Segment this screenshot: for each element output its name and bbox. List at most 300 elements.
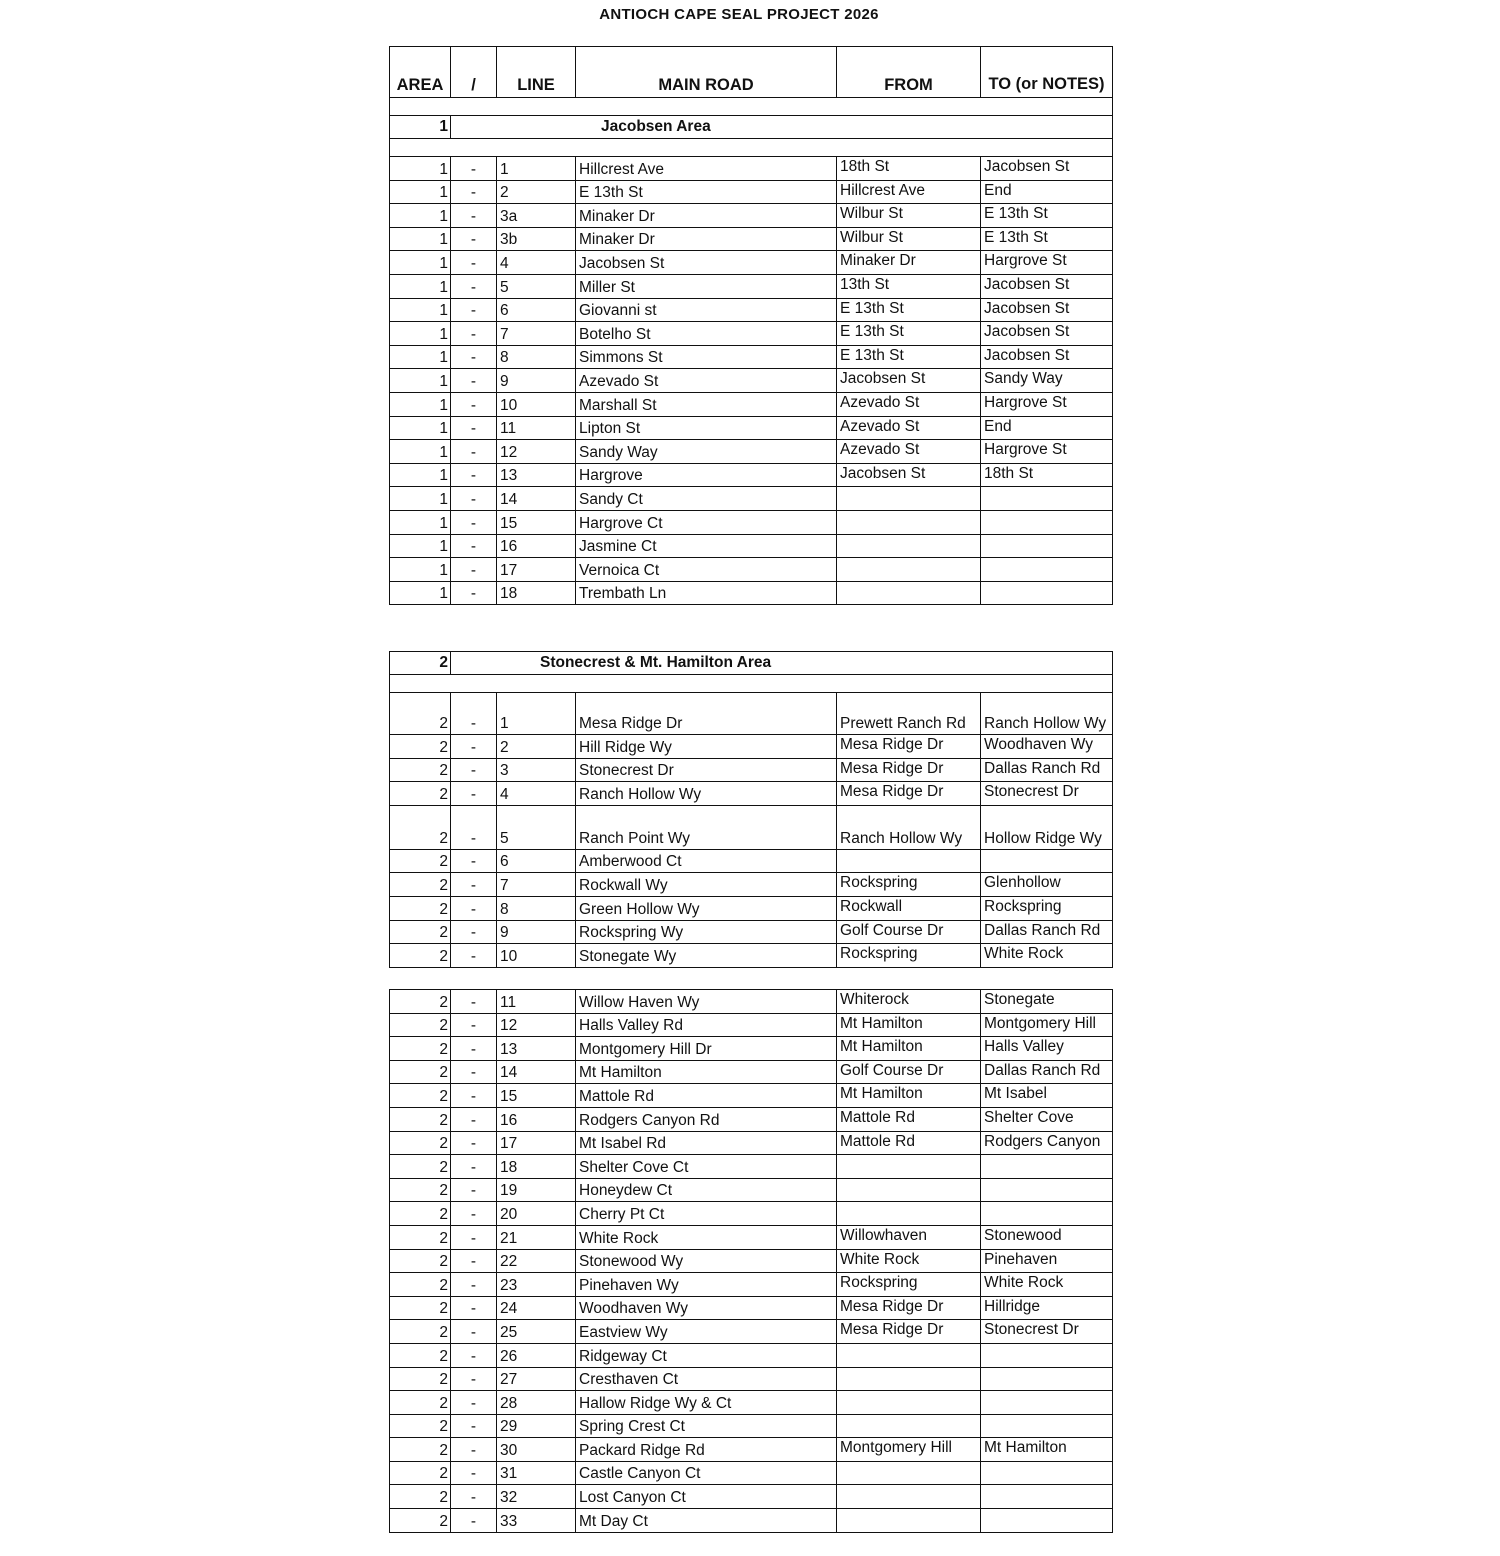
separator-cell: - (451, 1485, 497, 1509)
table-row (390, 1391, 1113, 1415)
table-row (390, 1107, 1113, 1131)
main-road-cell: Halls Valley Rd (576, 1013, 837, 1037)
table-row (390, 735, 1113, 759)
to-cell (981, 534, 1113, 558)
main-road-cell: Sandy Ct (576, 487, 837, 511)
separator-cell: - (451, 1131, 497, 1155)
main-road-cell: Hillcrest Ave (576, 157, 837, 181)
to-cell: Jacobsen St (981, 157, 1113, 181)
area-cell: 1 (390, 440, 451, 464)
from-cell: Azevado St (837, 416, 981, 440)
section-number: 1 (390, 116, 451, 139)
separator-cell: - (451, 322, 497, 346)
from-cell: Ranch Hollow Wy (837, 805, 981, 849)
header-main-road: MAIN ROAD (576, 47, 837, 98)
separator-cell: - (451, 805, 497, 849)
from-cell (837, 1391, 981, 1415)
table-row (390, 1249, 1113, 1273)
from-cell: Hillcrest Ave (837, 180, 981, 204)
area-cell: 1 (390, 274, 451, 298)
to-cell: Halls Valley (981, 1037, 1113, 1061)
main-road-cell: Mt Hamilton (576, 1060, 837, 1084)
separator-cell: - (451, 1414, 497, 1438)
table-row (390, 322, 1113, 346)
main-road-cell: White Rock (576, 1225, 837, 1249)
to-cell: Ranch Hollow Wy (981, 693, 1113, 735)
main-road-cell: Stonecrest Dr (576, 758, 837, 782)
line-cell: 3a (497, 204, 576, 228)
to-cell: Glenhollow (981, 873, 1113, 897)
main-road-cell: Stonewood Wy (576, 1249, 837, 1273)
table-row (390, 1225, 1113, 1249)
line-cell: 20 (497, 1202, 576, 1226)
line-cell: 32 (497, 1485, 576, 1509)
from-cell: Rockwall (837, 896, 981, 920)
area-cell: 2 (390, 1391, 451, 1415)
area-cell: 2 (390, 1320, 451, 1344)
from-cell (837, 1343, 981, 1367)
separator-cell: - (451, 944, 497, 968)
main-road-cell: Hargrove (576, 463, 837, 487)
main-road-cell: Miller St (576, 274, 837, 298)
area-cell: 2 (390, 1461, 451, 1485)
table-row (390, 487, 1113, 511)
to-cell: Mt Hamilton (981, 1438, 1113, 1462)
area-cell: 2 (390, 896, 451, 920)
area-cell: 2 (390, 990, 451, 1014)
section-title: Jacobsen Area (451, 116, 1113, 139)
area-cell: 2 (390, 1225, 451, 1249)
to-cell: Mt Isabel (981, 1084, 1113, 1108)
to-cell: Jacobsen St (981, 345, 1113, 369)
to-cell: Dallas Ranch Rd (981, 1060, 1113, 1084)
line-cell: 8 (497, 896, 576, 920)
area-cell: 2 (390, 693, 451, 735)
section-title: Stonecrest & Mt. Hamilton Area (451, 652, 1113, 675)
area-cell: 1 (390, 298, 451, 322)
separator-cell: - (451, 920, 497, 944)
line-cell: 26 (497, 1343, 576, 1367)
line-cell: 1 (497, 157, 576, 181)
separator-cell: - (451, 735, 497, 759)
main-road-cell: Woodhaven Wy (576, 1296, 837, 1320)
separator-cell: - (451, 510, 497, 534)
separator-cell: - (451, 1249, 497, 1273)
main-road-cell: Azevado St (576, 369, 837, 393)
from-cell (837, 1414, 981, 1438)
separator-cell: - (451, 157, 497, 181)
main-road-cell: Mt Day Ct (576, 1509, 837, 1533)
table-row (390, 1060, 1113, 1084)
table-row (390, 920, 1113, 944)
to-cell: Stonewood (981, 1225, 1113, 1249)
separator-cell: - (451, 1225, 497, 1249)
table-row (390, 345, 1113, 369)
area-1-table (389, 46, 1113, 605)
table-row (390, 440, 1113, 464)
line-cell: 27 (497, 1367, 576, 1391)
to-cell: Shelter Cove (981, 1107, 1113, 1131)
main-road-cell: Mattole Rd (576, 1084, 837, 1108)
main-road-cell: Jasmine Ct (576, 534, 837, 558)
to-cell: Hargrove St (981, 440, 1113, 464)
from-cell (837, 558, 981, 582)
main-road-cell: Cresthaven Ct (576, 1367, 837, 1391)
main-road-cell: Packard Ridge Rd (576, 1438, 837, 1462)
main-road-cell: Hallow Ridge Wy & Ct (576, 1391, 837, 1415)
from-cell: Azevado St (837, 440, 981, 464)
main-road-cell: Lipton St (576, 416, 837, 440)
line-cell: 3 (497, 758, 576, 782)
from-cell: E 13th St (837, 345, 981, 369)
header-to: TO (or NOTES) (981, 47, 1113, 98)
to-cell (981, 487, 1113, 511)
area-cell: 1 (390, 463, 451, 487)
to-cell (981, 581, 1113, 605)
separator-cell: - (451, 1155, 497, 1179)
area-cell: 2 (390, 1131, 451, 1155)
line-cell: 18 (497, 1155, 576, 1179)
to-cell: E 13th St (981, 204, 1113, 228)
from-cell: Mattole Rd (837, 1107, 981, 1131)
area-cell: 2 (390, 1155, 451, 1179)
table-row (390, 416, 1113, 440)
line-cell: 31 (497, 1461, 576, 1485)
main-road-cell: Honeydew Ct (576, 1178, 837, 1202)
main-road-cell: Hill Ridge Wy (576, 735, 837, 759)
separator-cell: - (451, 990, 497, 1014)
main-road-cell: Willow Haven Wy (576, 990, 837, 1014)
spacer (390, 139, 1113, 157)
line-cell: 14 (497, 487, 576, 511)
area-cell: 2 (390, 944, 451, 968)
separator-cell: - (451, 1343, 497, 1367)
to-cell: Hollow Ridge Wy (981, 805, 1113, 849)
main-road-cell: Pinehaven Wy (576, 1273, 837, 1297)
spacer (390, 98, 1113, 116)
from-cell: Mt Hamilton (837, 1037, 981, 1061)
to-cell: Jacobsen St (981, 322, 1113, 346)
main-road-cell: Rockspring Wy (576, 920, 837, 944)
separator-cell: - (451, 204, 497, 228)
from-cell (837, 1367, 981, 1391)
from-cell (837, 1485, 981, 1509)
area-cell: 1 (390, 510, 451, 534)
to-cell (981, 1461, 1113, 1485)
line-cell: 10 (497, 944, 576, 968)
area-cell: 2 (390, 1013, 451, 1037)
separator-cell: - (451, 534, 497, 558)
line-cell: 23 (497, 1273, 576, 1297)
to-cell: End (981, 180, 1113, 204)
from-cell: Prewett Ranch Rd (837, 693, 981, 735)
separator-cell: - (451, 1037, 497, 1061)
from-cell: Willowhaven (837, 1225, 981, 1249)
area-cell: 1 (390, 227, 451, 251)
table-row (390, 1155, 1113, 1179)
separator-cell: - (451, 758, 497, 782)
to-cell: White Rock (981, 944, 1113, 968)
separator-cell: - (451, 1178, 497, 1202)
to-cell: Stonecrest Dr (981, 1320, 1113, 1344)
area-cell: 1 (390, 251, 451, 275)
area-cell: 2 (390, 1060, 451, 1084)
line-cell: 9 (497, 369, 576, 393)
line-cell: 15 (497, 510, 576, 534)
from-cell (837, 1202, 981, 1226)
main-road-cell: Amberwood Ct (576, 849, 837, 873)
table-row (390, 1320, 1113, 1344)
line-cell: 29 (497, 1414, 576, 1438)
line-cell: 33 (497, 1509, 576, 1533)
to-cell: 18th St (981, 463, 1113, 487)
main-road-cell: Mesa Ridge Dr (576, 693, 837, 735)
line-cell: 22 (497, 1249, 576, 1273)
area-cell: 1 (390, 204, 451, 228)
line-cell: 12 (497, 440, 576, 464)
separator-cell: - (451, 416, 497, 440)
line-cell: 16 (497, 534, 576, 558)
table-row (390, 1273, 1113, 1297)
area-cell: 1 (390, 558, 451, 582)
table-row (390, 298, 1113, 322)
from-cell (837, 510, 981, 534)
separator-cell: - (451, 345, 497, 369)
separator-cell: - (451, 274, 497, 298)
table-row (390, 227, 1113, 251)
table-row (390, 463, 1113, 487)
line-cell: 30 (497, 1438, 576, 1462)
area-2-rows-b (390, 990, 1113, 1533)
to-cell (981, 558, 1113, 582)
header-from: FROM (837, 47, 981, 98)
main-road-cell: Minaker Dr (576, 227, 837, 251)
from-cell: Wilbur St (837, 204, 981, 228)
line-cell: 10 (497, 392, 576, 416)
area-cell: 1 (390, 345, 451, 369)
to-cell (981, 849, 1113, 873)
separator-cell: - (451, 1509, 497, 1533)
area-cell: 1 (390, 322, 451, 346)
table-row (390, 1037, 1113, 1061)
from-cell (837, 581, 981, 605)
table-row (390, 1414, 1113, 1438)
main-road-cell: Lost Canyon Ct (576, 1485, 837, 1509)
separator-cell: - (451, 1296, 497, 1320)
line-cell: 7 (497, 322, 576, 346)
main-road-cell: Spring Crest Ct (576, 1414, 837, 1438)
table-row (390, 1178, 1113, 1202)
to-cell: Rodgers Canyon (981, 1131, 1113, 1155)
main-road-cell: Castle Canyon Ct (576, 1461, 837, 1485)
area-cell: 2 (390, 735, 451, 759)
from-cell: Rockspring (837, 873, 981, 897)
to-cell: Stonegate (981, 990, 1113, 1014)
table-row (390, 1084, 1113, 1108)
table-row (390, 1367, 1113, 1391)
line-cell: 18 (497, 581, 576, 605)
from-cell (837, 1509, 981, 1533)
from-cell: E 13th St (837, 322, 981, 346)
table-row (390, 944, 1113, 968)
area-cell: 1 (390, 581, 451, 605)
separator-cell: - (451, 227, 497, 251)
header-line: LINE (497, 47, 576, 98)
separator-cell: - (451, 440, 497, 464)
table-row (390, 392, 1113, 416)
separator-cell: - (451, 581, 497, 605)
to-cell: Jacobsen St (981, 298, 1113, 322)
table-row (390, 1013, 1113, 1037)
from-cell: E 13th St (837, 298, 981, 322)
main-road-cell: Ranch Hollow Wy (576, 782, 837, 806)
separator-cell: - (451, 873, 497, 897)
line-cell: 6 (497, 849, 576, 873)
main-road-cell: Vernoica Ct (576, 558, 837, 582)
separator-cell: - (451, 693, 497, 735)
line-cell: 6 (497, 298, 576, 322)
main-road-cell: Sandy Way (576, 440, 837, 464)
area-cell: 2 (390, 1107, 451, 1131)
line-cell: 3b (497, 227, 576, 251)
to-cell (981, 1414, 1113, 1438)
area-2-table (389, 651, 1113, 968)
line-cell: 14 (497, 1060, 576, 1084)
to-cell: Sandy Way (981, 369, 1113, 393)
main-road-cell: Simmons St (576, 345, 837, 369)
area-cell: 1 (390, 180, 451, 204)
area-cell: 2 (390, 1438, 451, 1462)
area-cell: 2 (390, 1296, 451, 1320)
separator-cell: - (451, 1461, 497, 1485)
to-cell: End (981, 416, 1113, 440)
to-cell: Hargrove St (981, 392, 1113, 416)
table-row (390, 534, 1113, 558)
from-cell: Mesa Ridge Dr (837, 735, 981, 759)
from-cell: Mesa Ridge Dr (837, 1320, 981, 1344)
table-row (390, 896, 1113, 920)
line-cell: 9 (497, 920, 576, 944)
line-cell: 11 (497, 416, 576, 440)
header-slash: / (451, 47, 497, 98)
separator-cell: - (451, 849, 497, 873)
line-cell: 25 (497, 1320, 576, 1344)
main-road-cell: Ridgeway Ct (576, 1343, 837, 1367)
area-cell: 1 (390, 392, 451, 416)
main-road-cell: Botelho St (576, 322, 837, 346)
table-row (390, 180, 1113, 204)
line-cell: 13 (497, 1037, 576, 1061)
separator-cell: - (451, 1084, 497, 1108)
table-row (390, 1485, 1113, 1509)
main-road-cell: Hargrove Ct (576, 510, 837, 534)
area-cell: 2 (390, 1343, 451, 1367)
separator-cell: - (451, 1202, 497, 1226)
area-cell: 2 (390, 1367, 451, 1391)
line-cell: 2 (497, 735, 576, 759)
section-number: 2 (390, 652, 451, 675)
to-cell (981, 1367, 1113, 1391)
area-cell: 2 (390, 782, 451, 806)
table-row (390, 1438, 1113, 1462)
from-cell (837, 849, 981, 873)
main-road-cell: Rockwall Wy (576, 873, 837, 897)
from-cell (837, 1461, 981, 1485)
from-cell: Mesa Ridge Dr (837, 758, 981, 782)
area-cell: 1 (390, 157, 451, 181)
to-cell: Stonecrest Dr (981, 782, 1113, 806)
main-road-cell: Cherry Pt Ct (576, 1202, 837, 1226)
from-cell (837, 534, 981, 558)
table-row (390, 251, 1113, 275)
to-cell (981, 510, 1113, 534)
table-row (390, 1296, 1113, 1320)
table-row (390, 581, 1113, 605)
area-cell: 1 (390, 487, 451, 511)
to-cell: Hillridge (981, 1296, 1113, 1320)
separator-cell: - (451, 487, 497, 511)
main-road-cell: E 13th St (576, 180, 837, 204)
from-cell: Mattole Rd (837, 1131, 981, 1155)
table-row (390, 990, 1113, 1014)
column-header-row (390, 47, 1113, 98)
area-cell: 2 (390, 1414, 451, 1438)
separator-cell: - (451, 1273, 497, 1297)
area-cell: 2 (390, 1249, 451, 1273)
separator-cell: - (451, 180, 497, 204)
area-cell: 2 (390, 1273, 451, 1297)
table-row (390, 1509, 1113, 1533)
main-road-cell: Stonegate Wy (576, 944, 837, 968)
line-cell: 5 (497, 805, 576, 849)
separator-cell: - (451, 369, 497, 393)
separator-cell: - (451, 1320, 497, 1344)
area-cell: 2 (390, 849, 451, 873)
from-cell: Mesa Ridge Dr (837, 1296, 981, 1320)
to-cell (981, 1485, 1113, 1509)
separator-cell: - (451, 1107, 497, 1131)
area-cell: 2 (390, 920, 451, 944)
area-cell: 2 (390, 1485, 451, 1509)
from-cell: Whiterock (837, 990, 981, 1014)
to-cell: Woodhaven Wy (981, 735, 1113, 759)
area-cell: 2 (390, 873, 451, 897)
area-cell: 2 (390, 758, 451, 782)
separator-cell: - (451, 1367, 497, 1391)
to-cell (981, 1155, 1113, 1179)
line-cell: 11 (497, 990, 576, 1014)
separator-cell: - (451, 463, 497, 487)
line-cell: 17 (497, 558, 576, 582)
from-cell: Azevado St (837, 392, 981, 416)
table-row (390, 1343, 1113, 1367)
from-cell: Wilbur St (837, 227, 981, 251)
area-2-table-continued (389, 989, 1113, 1533)
from-cell: Minaker Dr (837, 251, 981, 275)
main-road-cell: Ranch Point Wy (576, 805, 837, 849)
table-row (390, 693, 1113, 735)
main-road-cell: Marshall St (576, 392, 837, 416)
header-area: AREA (390, 47, 451, 98)
table-row (390, 510, 1113, 534)
separator-cell: - (451, 251, 497, 275)
area-cell: 1 (390, 369, 451, 393)
from-cell: Jacobsen St (837, 463, 981, 487)
table-row (390, 873, 1113, 897)
to-cell: Montgomery Hill (981, 1013, 1113, 1037)
from-cell: Mt Hamilton (837, 1084, 981, 1108)
to-cell (981, 1343, 1113, 1367)
